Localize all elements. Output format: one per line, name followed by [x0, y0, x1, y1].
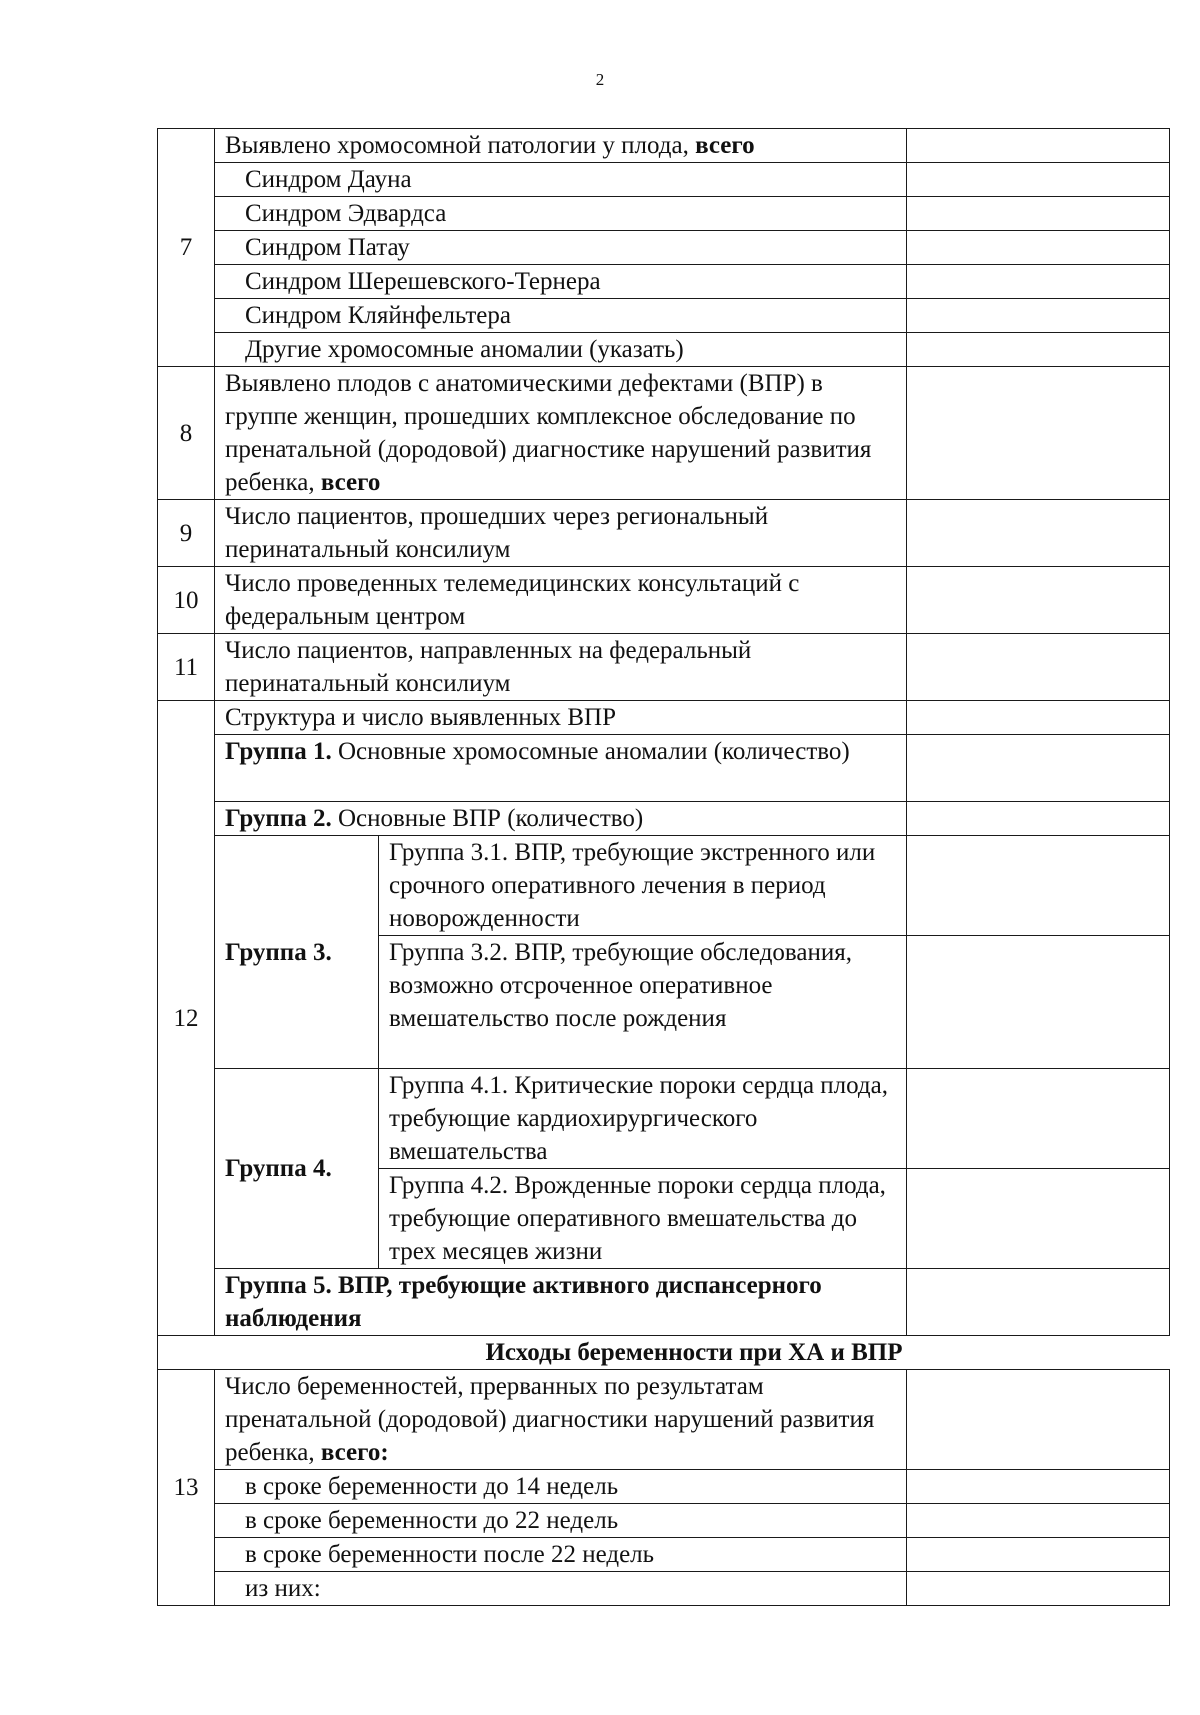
- group-5-label: Группа 5. ВПР, требующие активного диспансерного наблюдения: [215, 1269, 907, 1336]
- row-number: 13: [158, 1370, 215, 1606]
- item-label: в сроке беременности до 14 недель: [215, 1470, 907, 1504]
- item-label: Синдром Дауна: [215, 163, 907, 197]
- row-13-total: [158, 1370, 1170, 1470]
- item-label: Синдром Кляйнфельтера: [215, 299, 907, 333]
- value-cell[interactable]: [907, 567, 1170, 634]
- row-8-label: [215, 367, 907, 500]
- item-label: из них:: [215, 1572, 907, 1606]
- item-label: Синдром Шерешевского-Тернера: [215, 265, 907, 299]
- row-7-total: [158, 129, 1170, 163]
- group-4-label: Группа 4.: [215, 1069, 379, 1269]
- row-13-label: [215, 1370, 907, 1470]
- row-7-item: [158, 163, 1170, 197]
- value-cell[interactable]: [907, 197, 1170, 231]
- group-1-title: Группа 1.: [225, 738, 332, 765]
- row-label-bold: всего: [320, 469, 381, 496]
- page-number: 2: [595, 70, 605, 89]
- value-cell[interactable]: [907, 735, 1170, 802]
- group-3-1-label: Группа 3.1. ВПР, требующие экстренного или срочного оперативного лечения в период новорожденности: [379, 836, 907, 936]
- group-2-label: [215, 802, 907, 836]
- item-label: Синдром Патау: [215, 231, 907, 265]
- row-13-item: [158, 1504, 1170, 1538]
- row-number: 8: [158, 367, 215, 500]
- row-8: [158, 367, 1170, 500]
- value-cell[interactable]: [907, 163, 1170, 197]
- row-9: [158, 500, 1170, 567]
- row-label-bold: всего: [695, 132, 755, 159]
- row-13-item: [158, 1538, 1170, 1572]
- group-3-label: Группа 3.: [215, 836, 379, 1069]
- row-label-text: Выявлено хромосомной патологии у плода,: [225, 132, 696, 159]
- row-7-item: [158, 231, 1170, 265]
- group-3-2-label: Группа 3.2. ВПР, требующие обследования, возможно отсроченное оперативное вмешательство после рождения: [379, 936, 907, 1069]
- group-4-1-label: Группа 4.1. Критические пороки сердца плода, требующие кардиохирургического вмешательства: [379, 1069, 907, 1169]
- group-4-2-label: Группа 4.2. Врожденные пороки сердца плода, требующие оперативного вмешательства до трех месяцев жизни: [379, 1169, 907, 1269]
- row-9-label: Число пациентов, прошедших через региональный перинатальный консилиум: [215, 500, 907, 567]
- row-number: 10: [158, 567, 215, 634]
- row-13-item: [158, 1470, 1170, 1504]
- row-7-item: [158, 265, 1170, 299]
- value-cell[interactable]: [907, 500, 1170, 567]
- row-number: 11: [158, 634, 215, 701]
- section-row: [158, 1336, 1170, 1370]
- report-form-table: [157, 128, 1170, 1606]
- row-number: 7: [158, 129, 215, 367]
- value-cell[interactable]: [907, 231, 1170, 265]
- row-number: 9: [158, 500, 215, 567]
- value-cell[interactable]: [907, 1504, 1170, 1538]
- value-cell[interactable]: [907, 701, 1170, 735]
- value-cell[interactable]: [907, 1069, 1170, 1169]
- row-12-group-3-1: [158, 836, 1170, 936]
- row-7-item: [158, 197, 1170, 231]
- row-12-structure: [158, 701, 1170, 735]
- item-label: Синдром Эдвардса: [215, 197, 907, 231]
- group-2-text: Основные ВПР (количество): [331, 805, 644, 832]
- value-cell[interactable]: [907, 634, 1170, 701]
- row-13-item: [158, 1572, 1170, 1606]
- value-cell[interactable]: [907, 1470, 1170, 1504]
- section-title: Исходы беременности при ХА и ВПР: [215, 1336, 1170, 1370]
- row-10-label: Число проведенных телемедицинских консультаций с федеральным центром: [215, 567, 907, 634]
- value-cell[interactable]: [907, 265, 1170, 299]
- row-12-group-5: [158, 1269, 1170, 1336]
- value-cell[interactable]: [907, 129, 1170, 163]
- value-cell[interactable]: [907, 836, 1170, 936]
- item-label: в сроке беременности после 22 недель: [215, 1538, 907, 1572]
- value-cell[interactable]: [907, 1370, 1170, 1470]
- value-cell[interactable]: [907, 1572, 1170, 1606]
- row-10: [158, 567, 1170, 634]
- value-cell[interactable]: [907, 802, 1170, 836]
- value-cell[interactable]: [907, 1269, 1170, 1336]
- row-number: 12: [158, 701, 215, 1336]
- group-2-title: Группа 2.: [225, 805, 332, 832]
- value-cell[interactable]: [907, 299, 1170, 333]
- section-left-cell: [158, 1336, 215, 1370]
- row-12-group-2: [158, 802, 1170, 836]
- row-11-label: Число пациентов, направленных на федеральный перинатальный консилиум: [215, 634, 907, 701]
- value-cell[interactable]: [907, 936, 1170, 1069]
- item-label: Другие хромосомные аномалии (указать): [215, 333, 907, 367]
- group-1-text: Основные хромосомные аномалии (количество): [331, 738, 850, 765]
- row-label-bold: всего:: [320, 1439, 389, 1466]
- structure-label: Структура и число выявленных ВПР: [215, 701, 907, 735]
- row-7-label: [215, 129, 907, 163]
- group-1-label: [215, 735, 907, 802]
- value-cell[interactable]: [907, 1169, 1170, 1269]
- value-cell[interactable]: [907, 333, 1170, 367]
- value-cell[interactable]: [907, 1538, 1170, 1572]
- row-7-item: [158, 299, 1170, 333]
- row-11: [158, 634, 1170, 701]
- row-12-group-4-1: [158, 1069, 1170, 1169]
- row-7-item: [158, 333, 1170, 367]
- row-12-group-1: [158, 735, 1170, 802]
- value-cell[interactable]: [907, 367, 1170, 500]
- row-label-text: Выявлено плодов с анатомическими дефектами (ВПР) в группе женщин, прошедших комплексное обследование по пренатальной (дородовой) диагностике нарушений развития ребенка,: [225, 370, 872, 496]
- row-label-text: Число беременностей, прерванных по результатам пренатальной (дородовой) диагностики нарушений развития ребенка,: [225, 1373, 875, 1466]
- item-label: в сроке беременности до 22 недель: [215, 1504, 907, 1538]
